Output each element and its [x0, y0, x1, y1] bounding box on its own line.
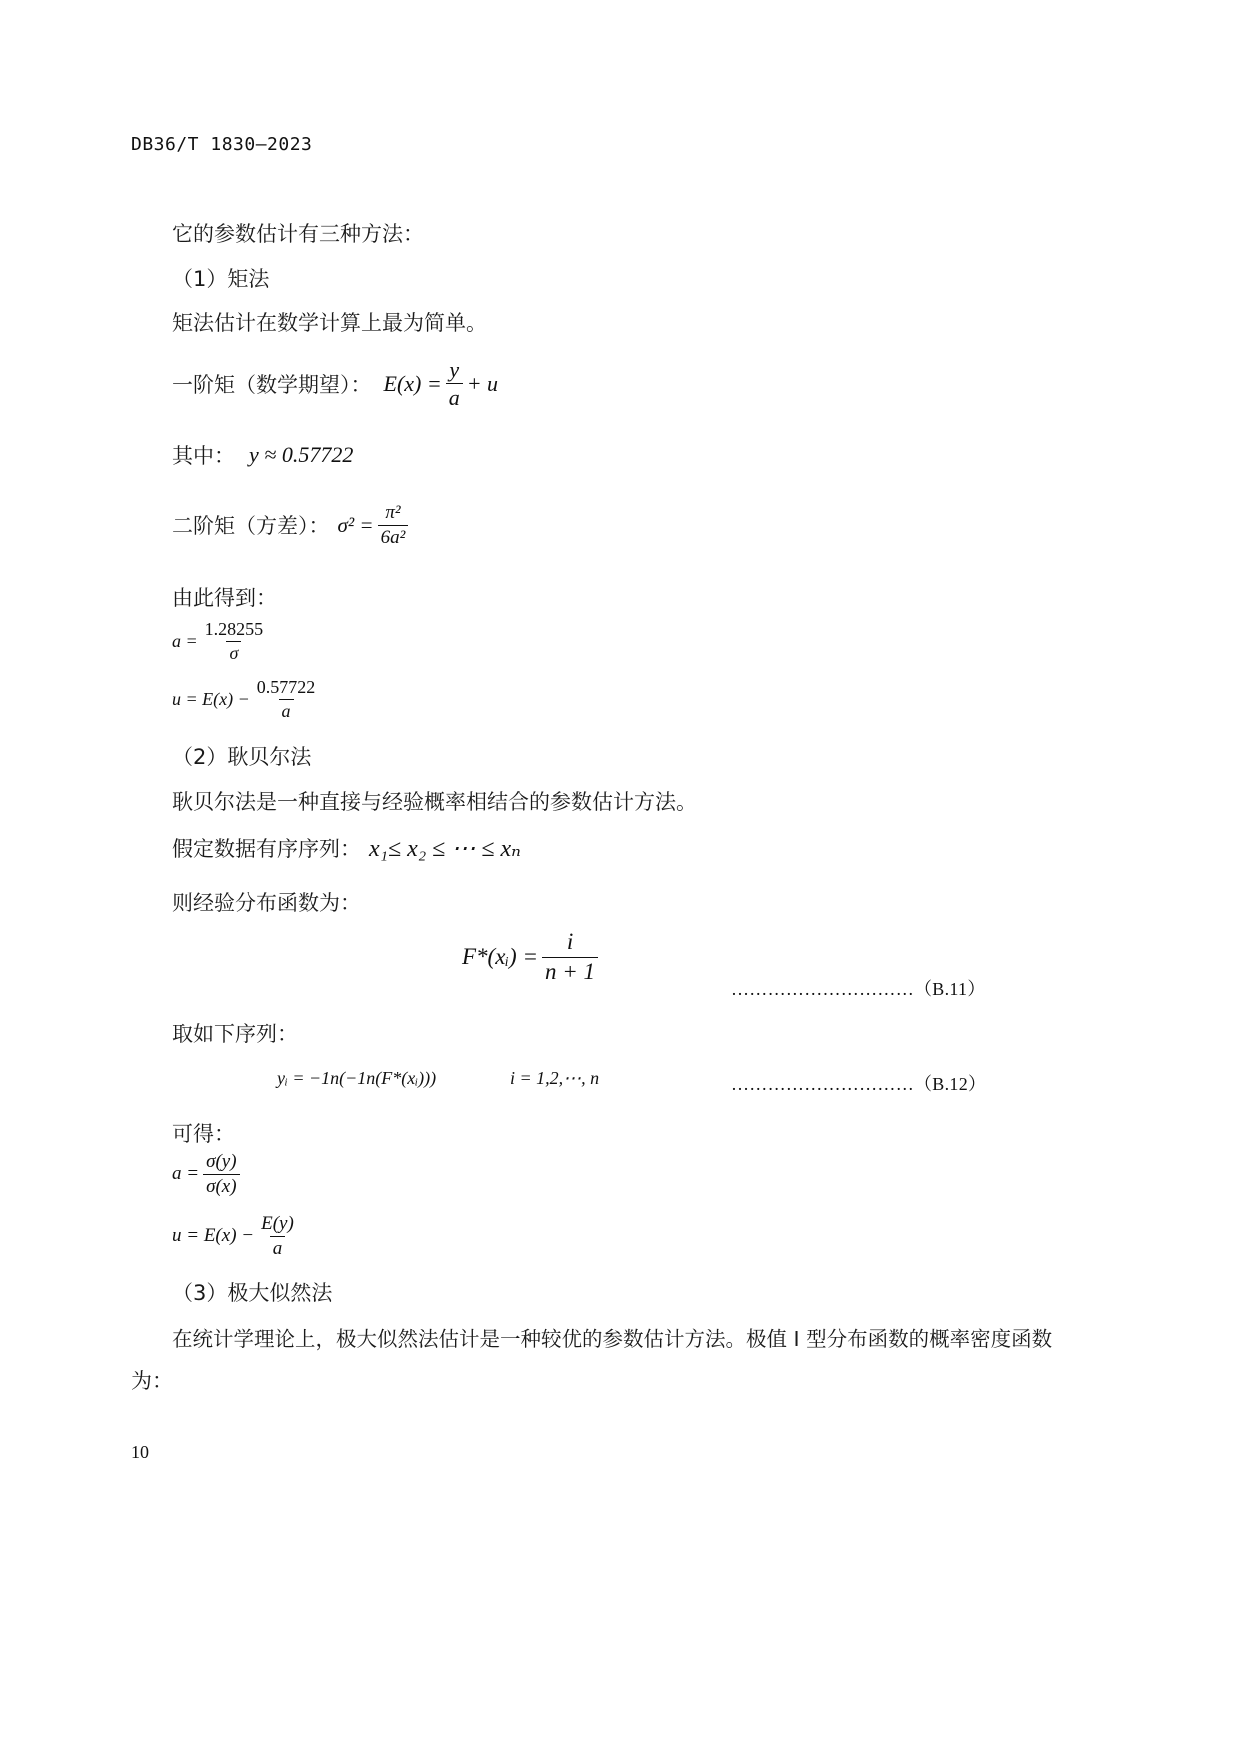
method2-desc: 耿贝尔法是一种直接与经验概率相结合的参数估计方法。	[172, 790, 697, 814]
first-moment-lhs: E(x) =	[383, 370, 442, 396]
eq-b12-range: i = 1,2,⋯, n	[510, 1068, 600, 1088]
where-expression: y ≈ 0.57722	[249, 442, 354, 467]
second-moment-numerator: π²	[385, 502, 401, 523]
m1-a-fraction	[202, 620, 267, 663]
first-moment-tail: + u	[466, 370, 499, 396]
derived-label: 由此得到：	[172, 586, 277, 610]
eq-b12-expression: yᵢ = −1n(−1n(F*(xᵢ)))	[277, 1068, 437, 1088]
m1-a-lhs: a =	[172, 630, 198, 651]
second-moment-label: 二阶矩（方差）：	[172, 514, 330, 539]
second-moment-lhs: σ² =	[337, 512, 374, 537]
m2-a-lhs: a =	[172, 1163, 200, 1185]
m2-u-equation	[172, 1214, 301, 1259]
m2-a-equation	[172, 1152, 244, 1197]
empirical-label: 则经验分布函数为：	[172, 891, 361, 915]
m2-u-fraction	[258, 1214, 297, 1259]
standard-code: DB36/T 1830—2023	[131, 134, 313, 155]
result-label: 可得：	[172, 1122, 235, 1146]
order-expression: x₁≤ x₂ ≤ ⋯ ≤ xₙ	[369, 835, 521, 862]
method1-title: （1）矩法	[172, 267, 270, 291]
m1-u-equation	[172, 678, 322, 721]
method2-title: （2）耿贝尔法	[172, 745, 312, 769]
first-moment-fraction	[446, 358, 463, 409]
eq-b12-tag: …………………………（B.12）	[731, 1074, 987, 1094]
second-moment-fraction	[378, 503, 409, 548]
m1-u-numerator: 0.57722	[256, 677, 316, 697]
order-line	[172, 833, 521, 863]
second-moment-denominator: 6a²	[378, 525, 409, 548]
m2-a-numerator: σ(y)	[206, 1151, 237, 1172]
m2-u-lhs: u = E(x) −	[172, 1225, 255, 1247]
m1-a-numerator: 1.28255	[204, 619, 264, 639]
m2-a-fraction	[203, 1152, 239, 1197]
eq-b11-lhs: F*(xᵢ) =	[462, 944, 538, 970]
page-number: 10	[131, 1442, 149, 1462]
second-moment-line	[172, 503, 412, 548]
m1-u-lhs: u = E(x) −	[172, 688, 250, 709]
method3-title: （3）极大似然法	[172, 1281, 333, 1305]
m1-a-equation	[172, 620, 270, 663]
eq-b11-fraction	[542, 930, 598, 984]
eq-b11-numerator: i	[566, 929, 574, 954]
intro-text: 它的参数估计有三种方法：	[172, 222, 424, 246]
method1-desc: 矩法估计在数学计算上最为简单。	[172, 311, 487, 335]
first-moment-numerator: y	[449, 357, 460, 382]
m2-u-numerator: E(y)	[261, 1213, 294, 1234]
where-label: 其中：	[172, 444, 235, 468]
first-moment-denominator: a	[446, 383, 463, 409]
order-label: 假定数据有序序列：	[172, 837, 361, 861]
eq-b11-denominator: n + 1	[542, 957, 598, 984]
m2-u-denominator: a	[270, 1236, 286, 1259]
m1-a-denominator: σ	[226, 641, 241, 663]
eq-b11	[462, 930, 602, 984]
method3-paragraph-line2: 为：	[131, 1369, 173, 1393]
m2-a-denominator: σ(x)	[203, 1174, 239, 1197]
method3-paragraph-line1: 在统计学理论上，极大似然法估计是一种较优的参数估计方法。极值 I 型分布函数的概率密度函数	[172, 1327, 1053, 1351]
sequence-label: 取如下序列：	[172, 1022, 298, 1046]
where-line	[172, 440, 353, 470]
first-moment-label: 一阶矩（数学期望）：	[172, 372, 372, 397]
m1-u-fraction	[254, 678, 319, 721]
m1-u-denominator: a	[279, 699, 294, 721]
first-moment-line	[172, 358, 498, 409]
eq-b11-tag: …………………………（B.11）	[731, 979, 986, 999]
